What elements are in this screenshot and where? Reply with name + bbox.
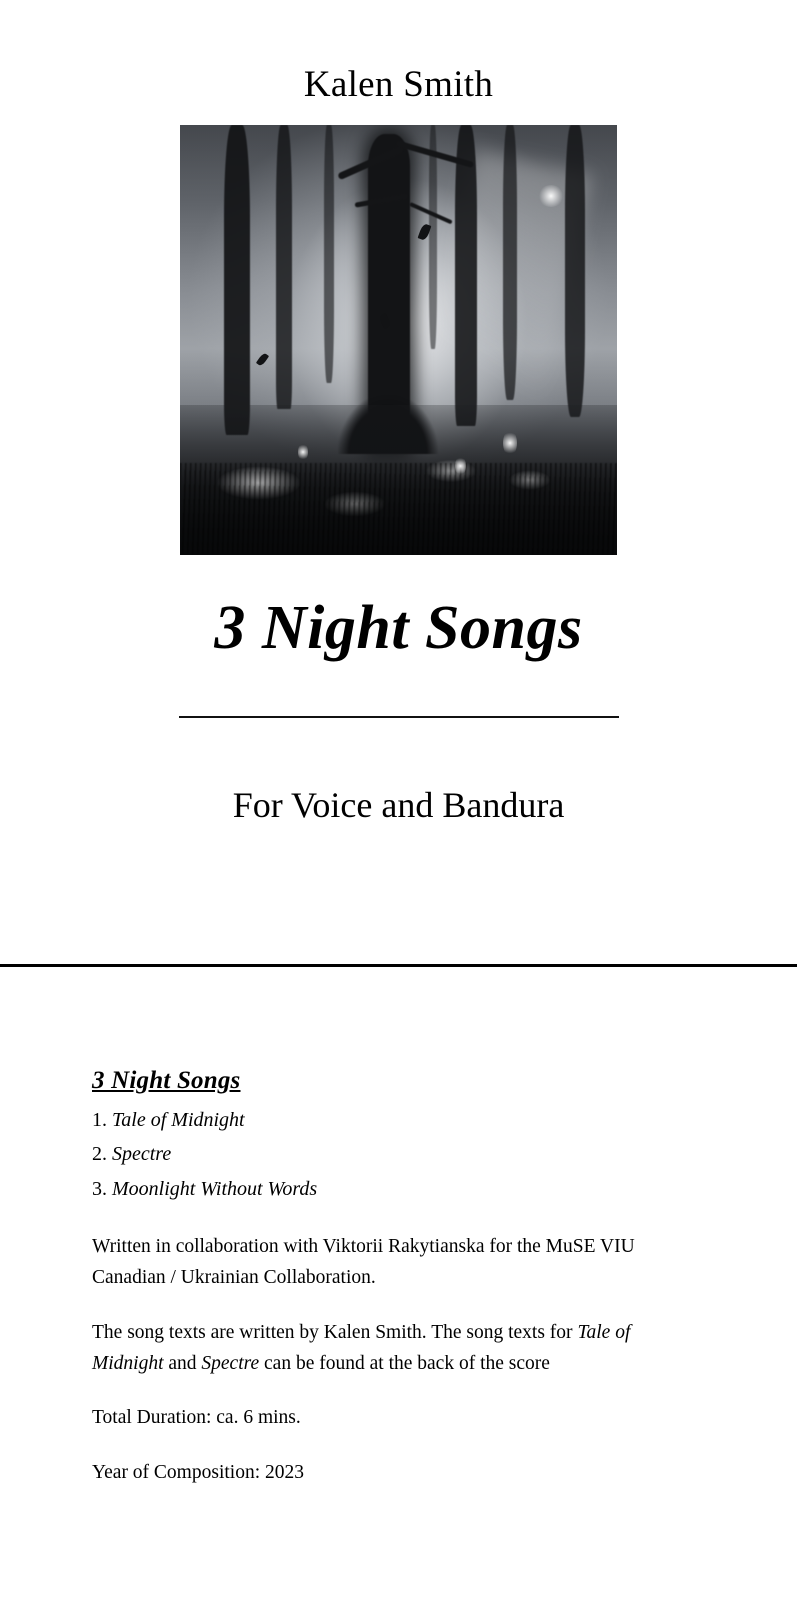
divider-line	[179, 716, 619, 718]
artwork-tree-trunk	[276, 125, 292, 409]
artwork-grass-layer	[180, 463, 617, 555]
movement-title: Moonlight Without Words	[112, 1177, 318, 1200]
total-duration: Total Duration: ca. 6 mins.	[92, 1407, 301, 1429]
notes-heading: 3 Night Songs	[92, 1067, 241, 1094]
song-texts-note-title-2: Spectre	[201, 1352, 260, 1374]
movement-list	[92, 1103, 705, 1206]
list-item	[92, 1172, 705, 1206]
artwork-tree-trunk	[324, 125, 334, 383]
year-of-composition: Year of Composition: 2023	[92, 1462, 304, 1484]
title-divider	[0, 716, 797, 718]
collaboration-note: Written in collaboration with Viktorii Rakytianska for the MuSE VIU Canadian / Ukrainian Collaboration.	[92, 1236, 635, 1288]
song-texts-note-part3: can be found at the back of the score	[259, 1352, 550, 1374]
artwork-tree-trunk	[224, 125, 250, 435]
song-texts-note-title-1: Tale of Midnight	[92, 1321, 631, 1374]
list-item	[92, 1137, 705, 1171]
composer-name: Kalen Smith	[303, 64, 494, 105]
artwork-tree-trunk	[455, 125, 477, 426]
list-item	[92, 1103, 705, 1137]
artwork-tree-trunk	[429, 125, 437, 349]
movement-number: 2.	[92, 1143, 107, 1166]
song-texts-note-part2: and	[163, 1352, 202, 1374]
artwork-tree-trunk	[565, 125, 585, 417]
movement-number: 1.	[92, 1109, 107, 1131]
movement-title: Spectre	[112, 1143, 172, 1166]
program-notes-page	[0, 967, 797, 1599]
instrumentation-subtitle: For Voice and Bandura	[232, 785, 565, 825]
song-texts-note	[92, 1318, 692, 1380]
artwork-tree-trunk	[503, 125, 517, 400]
movement-title: Tale of Midnight	[112, 1109, 245, 1131]
movement-number: 3.	[92, 1177, 107, 1200]
cover-artwork-image	[180, 125, 617, 555]
song-texts-note-part1: The song texts are written by Kalen Smith. The song texts for	[92, 1321, 578, 1343]
cover-art-container	[0, 125, 797, 555]
work-title: 3 Night Songs	[214, 594, 583, 662]
